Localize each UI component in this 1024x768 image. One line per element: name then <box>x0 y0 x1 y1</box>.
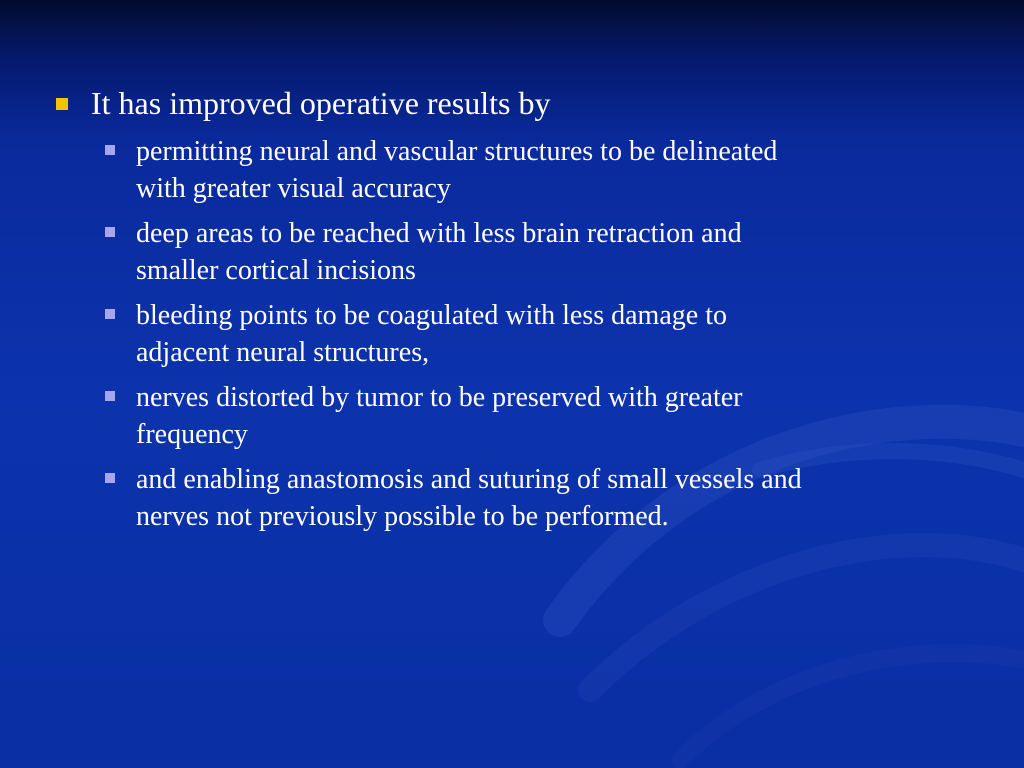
sub-bullet-text: permitting neural and vascular structures to be delineated with greater visual accuracy <box>136 136 778 204</box>
sub-bullet-item <box>105 461 1005 543</box>
sub-bullet-square-icon <box>105 391 115 401</box>
sub-bullet-square-icon <box>105 145 115 155</box>
sub-bullet-square-icon <box>105 473 115 483</box>
sub-bullet-text: and enabling anastomosis and suturing of small vessels and nerves not previously possible to be performed. <box>136 464 802 532</box>
sub-bullet-list <box>105 133 1005 543</box>
sub-bullet-item <box>105 297 1005 379</box>
sub-bullet-text: nerves distorted by tumor to be preserved with greater frequency <box>136 382 743 450</box>
sub-bullet-text: bleeding points to be coagulated with less damage to adjacent neural structures, <box>136 300 727 368</box>
sub-bullet-square-icon <box>105 227 115 237</box>
sub-bullet-item <box>105 379 1005 461</box>
main-bullet-text: It has improved operative results by <box>91 85 551 121</box>
sub-bullet-item <box>105 215 1005 297</box>
main-bullet-square-icon <box>56 98 68 110</box>
sub-bullet-square-icon <box>105 309 115 319</box>
sub-bullet-item <box>105 133 1005 215</box>
sub-bullet-text: deep areas to be reached with less brain retraction and smaller cortical incisions <box>136 218 742 286</box>
